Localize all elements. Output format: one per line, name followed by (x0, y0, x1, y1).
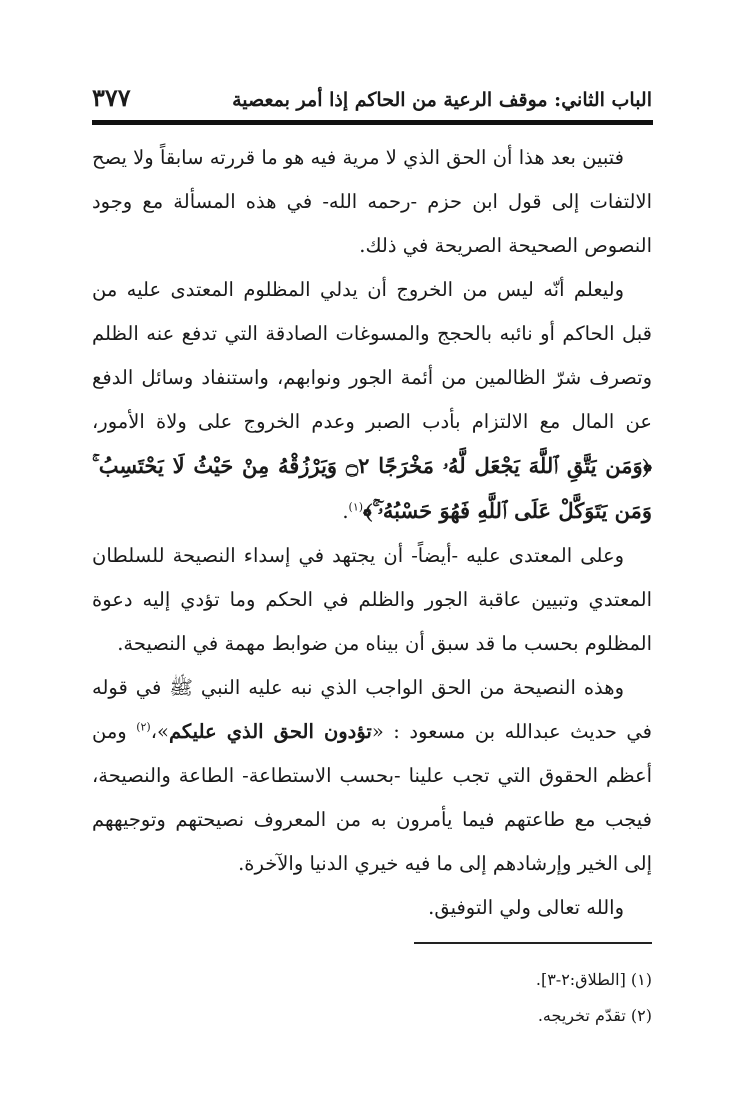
paragraph-2-end: . (342, 500, 349, 523)
paragraph-1: فتبين بعد هذا أن الحق الذي لا مرية فيه هو ما قررته سابقاً ولا يصح الالتفات إلى قول ابن حزم -رحمه الله- في هذه المسألة مع وجود النصوص الصحيحة الصريحة في ذلك. (92, 146, 652, 257)
running-head (92, 82, 652, 116)
footnote-2: (٢) تقدّم تخريجه. (537, 1006, 652, 1025)
footnote-ref-2[interactable]: (٢) (136, 720, 151, 734)
footnotes (232, 962, 652, 1034)
paragraph-5: والله تعالى ولي التوفيق. (428, 896, 624, 919)
footnote-1: (١) [الطلاق:٢-٣]. (535, 970, 652, 989)
paragraph-3: وعلى المعتدى عليه -أيضاً- أن يجتهد في إسداء النصيحة للسلطان المعتدي وتبيين عاقبة الجور والظلم في الحكم وما تؤدي إليه دعوة المظلوم بحسب ما قد سبق أن بيناه من ضوابط مهمة في النصيحة. (92, 544, 652, 655)
footnote-rule (414, 942, 652, 944)
quran-verse: ﴿وَمَن يَتَّقِ ٱللَّهَ يَجْعَل لَّهُۥ مَخْرَجًا ۝٢ وَيَرْزُقْهُ مِنْ حَيْثُ لَا يَحْتَسِبُ ۚ وَمَن يَتَوَكَّلْ عَلَى ٱللَّهِ فَهُوَ حَسْبُهُۥٓ ۚ﴾ (92, 453, 652, 523)
chapter-title: الباب الثاني: موقف الرعية من الحاكم إذا أمر بمعصية (232, 89, 652, 111)
paragraph-4 (92, 666, 652, 886)
page-number: ٣٧٧ (92, 83, 131, 112)
paragraph-4-text-a: وهذه النصيحة من الحق الواجب الذي نبه عليه النبي ﷺ في قوله في حديث عبدالله بن مسعود : « (92, 676, 653, 743)
hadith-quote: تؤدون الحق الذي عليكم (168, 720, 372, 743)
paragraph-4-text-c: ومن أعظم الحقوق التي تجب علينا -بحسب الاستطاعة- الطاعة والنصيحة، فيجب مع طاعتهم فيما يأمرون به من المعروف نصيحتهم وتوجيههم إلى الخير وإرشادهم إلى ما فيه خيري الدنيا والآخرة. (92, 720, 652, 875)
body-text (92, 136, 652, 930)
header-rule (92, 120, 653, 125)
paragraph-2-text: وليعلم أنّه ليس من الخروج أن يدلي المظلوم المعتدى عليه من قبل الحاكم أو نائبه بالحجج والمسوغات الصادقة التي تدفع عنه الظلم وتصرف شرّ الظالمين من أئمة الجور ونوابهم، واستنفاد وسائل الدفع عن المال مع الالتزام بأدب الصبر وعدم الخروج على ولاة الأمور، (92, 278, 652, 433)
paragraph-2 (92, 268, 652, 534)
paragraph-4-text-b: »، (150, 720, 169, 743)
footnote-ref-1[interactable]: (١) (348, 500, 364, 514)
